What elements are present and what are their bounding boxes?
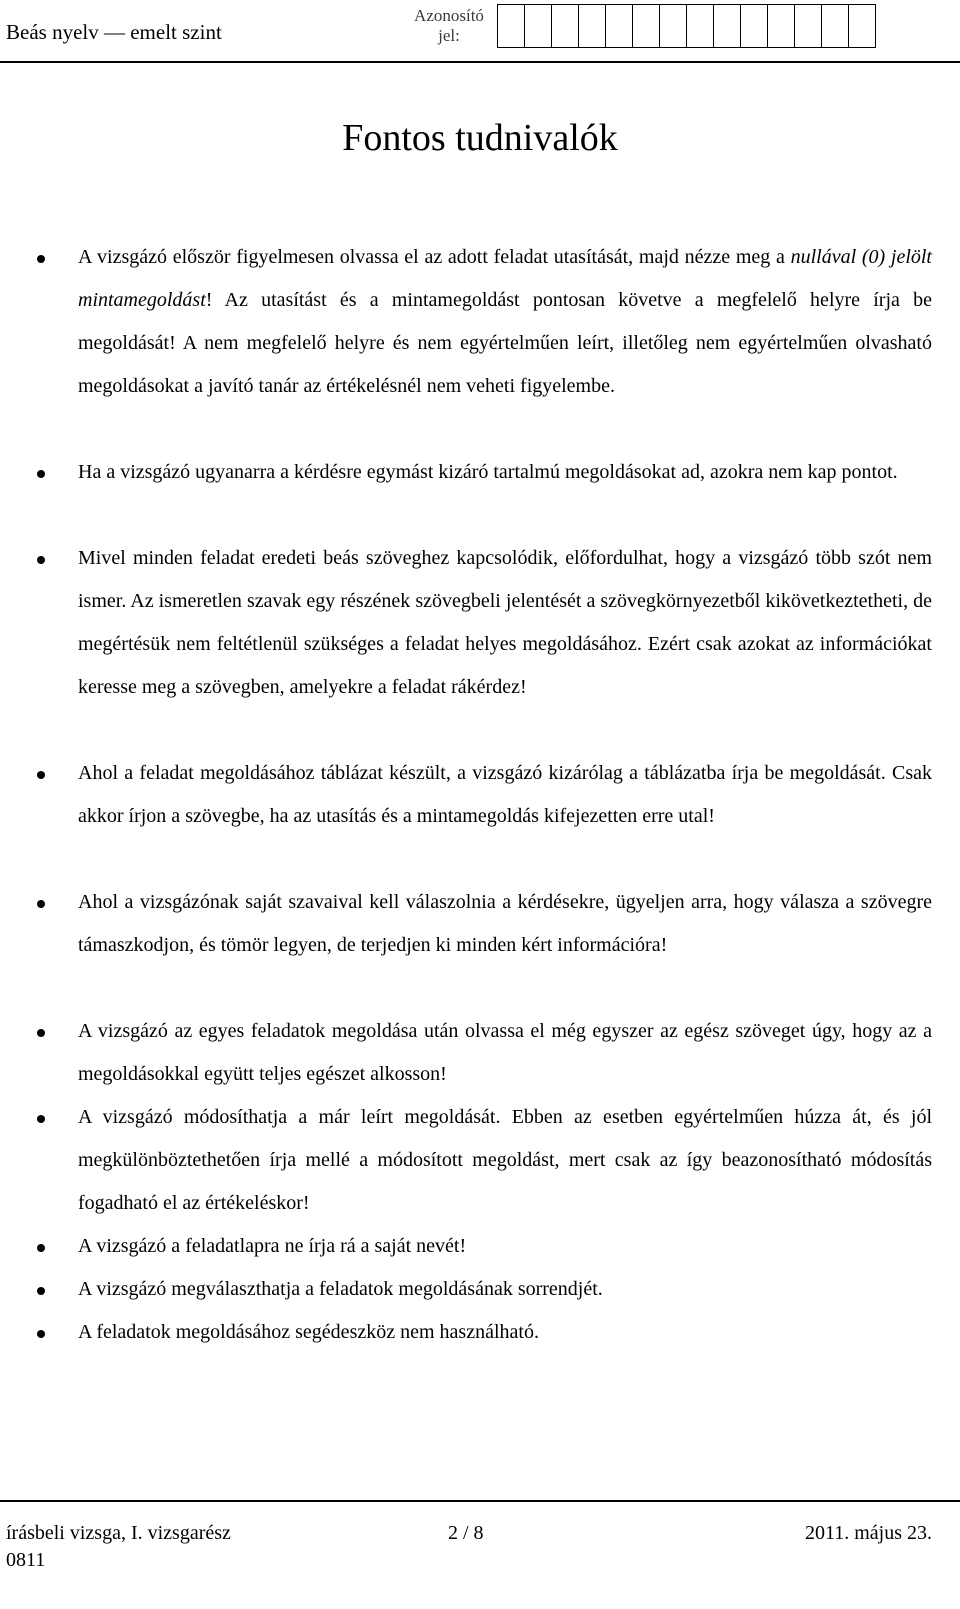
- id-label-line2: jel:: [438, 26, 460, 45]
- bullet-icon: [37, 1244, 45, 1252]
- rule-text: Ahol a vizsgázónak saját szavaival kell válaszolnia a kérdésekre, ügyeljen arra, hogy válasza a szövegre támaszkodjon, és tömör legyen, de terjedjen ki minden kért információra!: [78, 891, 932, 956]
- page-number: 2 / 8: [448, 1522, 484, 1544]
- rule-text: A vizsgázó a feladatlapra ne írja rá a saját nevét!: [78, 1235, 467, 1257]
- id-label-line1: Azonosító: [414, 6, 484, 25]
- id-box[interactable]: [551, 4, 579, 48]
- exam-part: írásbeli vizsga, I. vizsgarész: [6, 1522, 231, 1544]
- rule-text: A feladatok megoldásához segédeszköz nem használható.: [78, 1321, 539, 1343]
- bullet-icon: [37, 1115, 45, 1123]
- rule-text: Ha a vizsgázó ugyanarra a kérdésre egymást kizáró tartalmú megoldásokat ad, azokra nem kap pontot.: [78, 461, 898, 483]
- rule-text: Ahol a feladat megoldásához táblázat készült, a vizsgázó kizárólag a táblázatba írja be megoldását. Csak akkor írjon a szövegbe, ha az utasítás és a mintamegoldás kifejezetten erre utal!: [78, 762, 932, 827]
- bullet-icon: [37, 900, 45, 908]
- rule-text: A vizsgázó megválaszthatja a feladatok megoldásának sorrendjét.: [78, 1278, 603, 1300]
- id-box[interactable]: [632, 4, 660, 48]
- page-header: [0, 0, 960, 64]
- bullet-icon: [37, 771, 45, 779]
- exam-code: 0811: [6, 1549, 46, 1571]
- bullet-icon: [37, 556, 45, 564]
- id-box[interactable]: [848, 4, 876, 48]
- id-box[interactable]: [794, 4, 822, 48]
- footer-rule: [0, 1500, 960, 1502]
- rule-text: A vizsgázó először figyelmesen olvassa el az adott feladat utasítását, majd nézze meg a nullával (0) jelölt mintamegoldást! Az utasítást és a mintamegoldást pontosan követve a megfelelő helyre írja be megoldását! A nem megfelelő helyre és nem egyértelműen leírt, illetőleg nem egyértelműen olvasható megoldásokat a javító tanár az értékelésnél nem veheti figyelembe.: [78, 246, 932, 397]
- rule-text: Mivel minden feladat eredeti beás szöveghez kapcsolódik, előfordulhat, hogy a vizsgázó több szót nem ismer. Az ismeretlen szavak egy részének szövegbeli jelentését a szövegkörnyezetből kikövetkeztetheti, de megértésük nem feltétlenül szükséges a feladat helyes megoldásához. Ezért csak azokat az információkat keresse meg a szövegben, amelyekre a feladat rákérdez!: [78, 547, 932, 698]
- id-box[interactable]: [605, 4, 633, 48]
- id-box[interactable]: [497, 4, 525, 48]
- bullet-icon: [37, 1029, 45, 1037]
- id-box[interactable]: [713, 4, 741, 48]
- bullet-icon: [37, 255, 45, 263]
- rule-text: A vizsgázó módosíthatja a már leírt megoldását. Ebben az esetben egyértelműen húzza át, és jól megkülönböztethetően írja mellé a módosított megoldást, mert csak az így beazonosítható módosítás fogadható el az értékeléskor!: [78, 1106, 932, 1214]
- page-footer: [0, 1500, 960, 1609]
- id-box[interactable]: [659, 4, 687, 48]
- id-box[interactable]: [524, 4, 552, 48]
- id-box[interactable]: [686, 4, 714, 48]
- rule-text: A vizsgázó az egyes feladatok megoldása után olvassa el még egyszer az egész szöveget úgy, hogy az a megoldásokkal együtt teljes egészet alkosson!: [78, 1020, 932, 1085]
- id-box[interactable]: [740, 4, 768, 48]
- exam-date: 2011. május 23.: [804, 1522, 932, 1544]
- id-boxes: [497, 4, 875, 48]
- id-box[interactable]: [767, 4, 795, 48]
- id-box[interactable]: [578, 4, 606, 48]
- id-box[interactable]: [821, 4, 849, 48]
- id-label: [406, 6, 492, 46]
- header-rule: [0, 61, 960, 63]
- subject-title: Beás nyelv — emelt szint: [6, 20, 222, 44]
- bullet-icon: [37, 1287, 45, 1295]
- page-title: Fontos tudnivalók: [342, 117, 618, 159]
- emphasis: nullával (0) jelölt mintamegoldást: [78, 246, 932, 311]
- bullet-icon: [37, 1330, 45, 1338]
- bullet-icon: [37, 470, 45, 478]
